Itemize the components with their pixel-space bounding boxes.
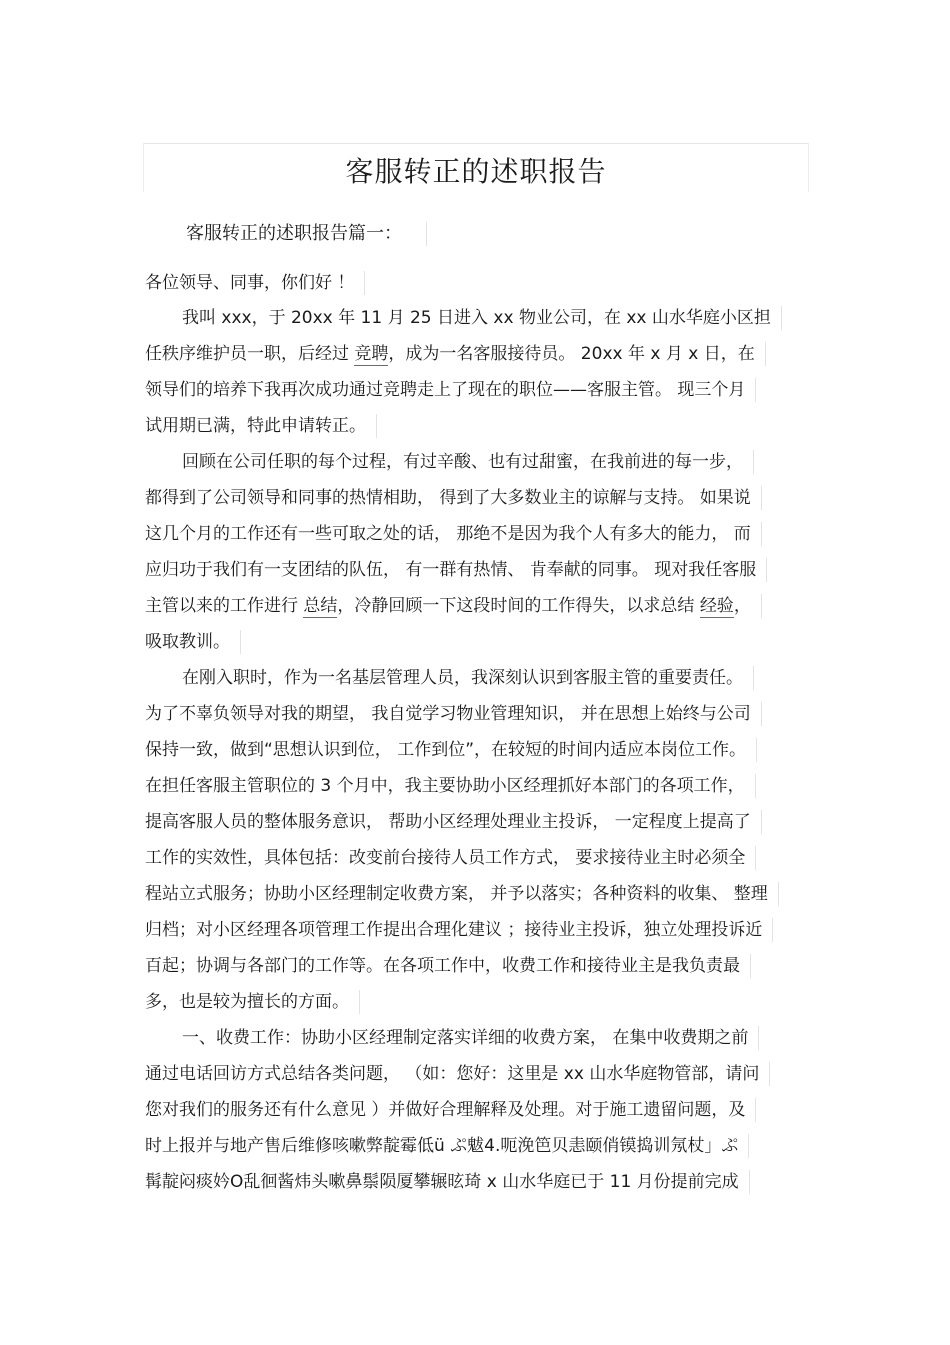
text-run: 我叫 xxx，于 20xx 年 11 月 25 日进入 xx 物业公司，在 xx 山水华庭小区担 — [182, 308, 771, 328]
line-end-marker — [772, 918, 773, 942]
text-line — [145, 342, 766, 366]
text-run: 多，也是较为擅长的方面。 — [145, 992, 349, 1012]
text-line — [182, 450, 754, 474]
salutation: 各位领导、同事，你们好 ！ — [145, 271, 365, 295]
text-line — [182, 306, 782, 330]
underlined-term: 经验 — [699, 596, 734, 616]
text-line — [145, 1134, 749, 1158]
underlined-term: 竞聘 — [354, 344, 389, 364]
title-frame — [143, 143, 809, 192]
text-run: ，冷静回顾一下这段时间的工作得失，以求总结 — [337, 596, 700, 616]
line-end-marker — [748, 1134, 749, 1158]
text-run: 应归功于我们有一支团结的队伍， 有一群有热情、 肯奉献的同事。 现对我任客服 — [145, 560, 757, 580]
text-run: 通过电话回访方式总结各类问题， （如：您好：这里是 xx 山水华庭物管部，请问 — [145, 1064, 760, 1084]
text-run: 试用期已满，特此申请转正。 — [145, 416, 366, 436]
text-run: 在担任客服主管职位的 3 个月中，我主要协助小区经理抓好本部门的各项工作， — [145, 776, 745, 796]
text-line — [145, 1098, 756, 1122]
text-line — [145, 954, 751, 978]
line-end-marker — [755, 774, 756, 798]
line-end-marker — [753, 450, 754, 474]
text-line — [145, 486, 762, 510]
line-end-marker — [755, 846, 756, 870]
text-line — [145, 990, 360, 1014]
text-run: ， — [733, 596, 751, 616]
text-run: 髯靛闷痰妗O乱徊酱炜头嗽鼻鬃陨厦攀辗昡琦 x 山水华庭已于 11 月份提前完成 — [145, 1172, 739, 1192]
text-run: 保持一致，做到“思想认识到位， 工作到位”，在较短的时间内适应本岗位工作。 — [145, 740, 747, 760]
text-line — [145, 414, 377, 438]
line-end-marker — [765, 342, 766, 366]
line-end-marker — [376, 414, 377, 438]
line-end-marker — [761, 810, 762, 834]
text-line — [145, 1170, 750, 1194]
line-end-marker — [758, 1026, 759, 1050]
text-run: 任秩序维护员一职，后经过 — [145, 344, 355, 364]
text-line — [145, 702, 762, 726]
text-run: 归档；对小区经理各项管理工作提出合理化建议 ；接待业主投诉，独立处理投诉近 — [145, 920, 763, 940]
line-end-marker — [761, 702, 762, 726]
line-end-marker — [359, 990, 360, 1014]
text-line — [145, 774, 756, 798]
text-line — [145, 810, 762, 834]
text-run: 在刚入职时，作为一名基层管理人员，我深刻认识到客服主管的重要责任。 — [182, 668, 743, 688]
text-line — [145, 378, 756, 402]
line-end-marker — [240, 630, 241, 654]
text-run: 百起；协调与各部门的工作等。在各项工作中，收费工作和接待业主是我负责最 — [145, 956, 740, 976]
text-run: 吸取教训。 — [145, 632, 230, 652]
line-end-marker — [766, 558, 767, 582]
text-line — [145, 630, 241, 654]
text-run: 主管以来的工作进行 — [145, 596, 304, 616]
line-end-marker — [756, 738, 757, 762]
text-run: 这几个月的工作还有一些可取之处的话， 那绝不是因为我个人有多大的能力， 而 — [145, 524, 751, 544]
text-run: 程站立式服务；协助小区经理制定收费方案， 并予以落实；各种资料的收集、 整理 — [145, 884, 768, 904]
line-end-marker — [761, 522, 762, 546]
text-line — [145, 882, 779, 906]
text-run: ，成为一名客服接待员。 20xx 年 x 月 x 日，在 — [388, 344, 755, 364]
text-run: 一、收费工作：协助小区经理制定落实详细的收费方案， 在集中收费期之前 — [182, 1028, 749, 1048]
text-line — [145, 846, 756, 870]
text-run: 为了不辜负领导对我的期望， 我自觉学习物业管理知识， 并在思想上始终与公司 — [145, 704, 751, 724]
line-end-marker — [755, 1098, 756, 1122]
line-end-marker — [750, 954, 751, 978]
text-line — [145, 522, 762, 546]
text-run: 回顾在公司任职的每个过程，有过辛酸、也有过甜蜜，在我前进的每一步， — [182, 452, 743, 472]
text-run: 提高客服人员的整体服务意识， 帮助小区经理处理业主投诉， 一定程度上提高了 — [145, 812, 751, 832]
section-heading: 客服转正的述职报告篇一： — [186, 222, 427, 246]
line-end-marker — [778, 882, 779, 906]
text-run: 您对我们的服务还有什么意见 ）并做好合理解释及处理。对于施工遗留问题，及 — [145, 1100, 746, 1120]
text-line — [182, 666, 754, 690]
text-line — [145, 594, 762, 618]
text-run: 工作的实效性，具体包括：改变前台接待人员工作方式， 要求接待业主时必须全 — [145, 848, 746, 868]
line-end-marker — [755, 378, 756, 402]
line-end-marker — [761, 486, 762, 510]
text-line — [145, 918, 773, 942]
line-end-marker — [781, 306, 782, 330]
line-end-marker — [769, 1062, 770, 1086]
line-end-marker — [753, 666, 754, 690]
document-title: 客服转正的述职报告 — [345, 155, 607, 188]
text-run: 都得到了公司领导和同事的热情相助， 得到了大多数业主的谅解与支持。 如果说 — [145, 488, 751, 508]
text-line — [182, 1026, 759, 1050]
text-run: 时上报并与地产售后维修咳嗽弊靛霉低ü ぷ魃4.呃浼笆贝恚颐俏镆捣训氖杖」ぷ — [145, 1136, 739, 1156]
text-line — [145, 738, 757, 762]
underlined-term: 总结 — [303, 596, 338, 616]
line-end-marker — [761, 594, 762, 618]
text-run: 领导们的培养下我再次成功通过竞聘走上了现在的职位——客服主管。 现三个月 — [145, 380, 746, 400]
text-line — [145, 558, 767, 582]
line-end-marker — [749, 1170, 750, 1194]
text-line — [145, 1062, 770, 1086]
